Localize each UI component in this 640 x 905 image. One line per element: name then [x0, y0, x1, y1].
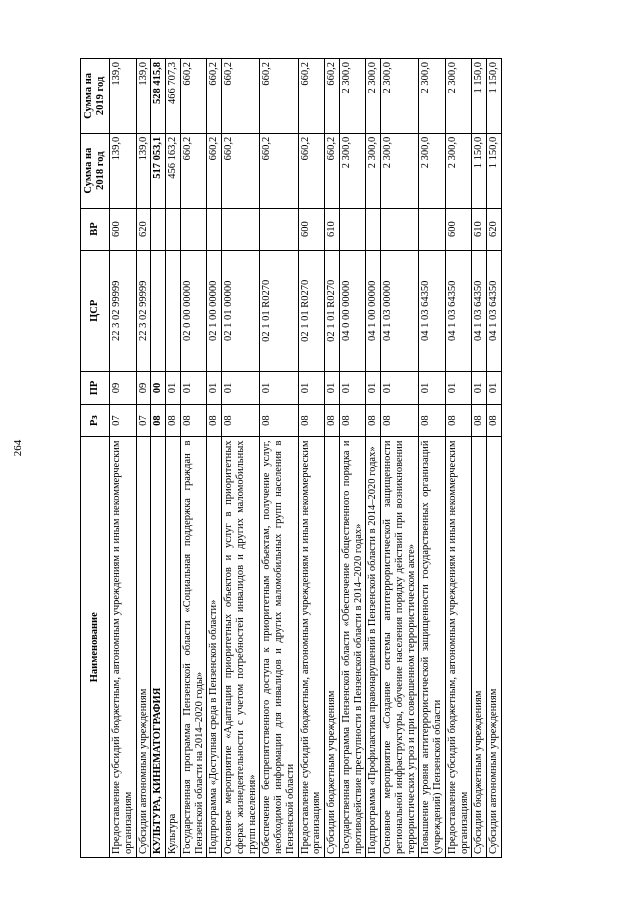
cell-vr	[366, 208, 381, 250]
cell-rz: 08	[260, 404, 298, 437]
cell-pr: 01	[222, 372, 260, 405]
cell-sum-2018: 139,0	[136, 133, 151, 208]
cell-rz: 08	[298, 404, 325, 437]
cell-name: Основное мероприятие «Создание системы антитеррористической защищенности региональной инфраструктуры, обучение населения порядку действий при возникновении террористических угроз и при совершенном террористическом акте»	[381, 437, 419, 858]
cell-sum-2018: 2 300,0	[366, 133, 381, 208]
cell-rz: 08	[207, 404, 222, 437]
cell-rz: 08	[222, 404, 260, 437]
cell-csr: 04 1 03 64350	[419, 250, 446, 371]
table-row	[110, 59, 137, 858]
cell-sum-2018: 456 163,2	[166, 133, 181, 208]
cell-name: Предоставление субсидий бюджетным, автономным учреждениям и иным некоммерческим организациям	[110, 437, 137, 858]
cell-sum-2019: 660,2	[180, 59, 207, 134]
header-rz: Рз	[81, 404, 110, 437]
cell-sum-2019: 2 300,0	[366, 59, 381, 134]
table-row	[136, 59, 151, 858]
cell-rz: 08	[472, 404, 487, 437]
cell-sum-2018: 660,2	[180, 133, 207, 208]
cell-name: КУЛЬТУРА, КИНЕМАТОГРАФИЯ	[151, 437, 166, 858]
cell-pr: 01	[180, 372, 207, 405]
table-row	[487, 59, 502, 858]
header-name: Наименование	[81, 437, 110, 858]
table-row	[419, 59, 446, 858]
cell-csr: 22 3 02 99999	[110, 250, 137, 371]
cell-sum-2019: 2 300,0	[419, 59, 446, 134]
cell-sum-2019: 139,0	[110, 59, 137, 134]
cell-rz: 08	[487, 404, 502, 437]
cell-csr: 02 1 01 R0270	[325, 250, 340, 371]
cell-name: Государственная программа Пензенской области «Социальная поддержка граждан в Пензенской области на 2014–2020 годы»	[180, 437, 207, 858]
table-row	[180, 59, 207, 858]
cell-sum-2018: 1 150,0	[472, 133, 487, 208]
cell-vr	[381, 208, 419, 250]
cell-pr: 01	[487, 372, 502, 405]
table-row	[207, 59, 222, 858]
cell-vr	[151, 208, 166, 250]
cell-sum-2018: 2 300,0	[339, 133, 366, 208]
cell-csr: 02 0 00 00000	[180, 250, 207, 371]
cell-csr: 04 1 03 64350	[472, 250, 487, 371]
header-sum-2018: Сумма на 2018 год	[81, 133, 110, 208]
cell-pr: 09	[136, 372, 151, 405]
cell-csr	[166, 250, 181, 371]
cell-sum-2019: 2 300,0	[339, 59, 366, 134]
cell-csr	[151, 250, 166, 371]
cell-pr: 01	[325, 372, 340, 405]
cell-sum-2018: 2 300,0	[419, 133, 446, 208]
table-row	[298, 59, 325, 858]
cell-csr: 02 1 01 R0270	[298, 250, 325, 371]
cell-vr: 620	[136, 208, 151, 250]
rotated-page-content	[80, 58, 580, 858]
cell-csr: 04 0 00 00000	[339, 250, 366, 371]
cell-rz: 08	[366, 404, 381, 437]
cell-pr: 01	[260, 372, 298, 405]
cell-sum-2018: 660,2	[222, 133, 260, 208]
cell-name: Основное мероприятие «Адаптация приоритетных объектов и услуг в приоритетных сферах жизнедеятельности с учетом потребностей инвалидов и других маломобильных групп населения»	[222, 437, 260, 858]
cell-sum-2019: 660,2	[207, 59, 222, 134]
cell-pr: 01	[298, 372, 325, 405]
cell-csr: 02 1 01 00000	[222, 250, 260, 371]
cell-pr: 09	[110, 372, 137, 405]
cell-sum-2019: 1 150,0	[487, 59, 502, 134]
table-row	[151, 59, 166, 858]
cell-csr: 04 1 03 64350	[445, 250, 472, 371]
table-row	[472, 59, 487, 858]
cell-vr	[260, 208, 298, 250]
header-csr: ЦСР	[81, 250, 110, 371]
cell-rz: 07	[110, 404, 137, 437]
cell-vr: 610	[325, 208, 340, 250]
cell-csr: 04 1 00 00000	[366, 250, 381, 371]
table-header-row	[81, 59, 110, 858]
table-row	[366, 59, 381, 858]
cell-sum-2018: 660,2	[260, 133, 298, 208]
cell-pr: 01	[366, 372, 381, 405]
cell-csr: 04 1 03 64350	[487, 250, 502, 371]
cell-sum-2018: 660,2	[298, 133, 325, 208]
cell-sum-2019: 2 300,0	[381, 59, 419, 134]
cell-name: Государственная программа Пензенской области «Обеспечение общественного порядка и противодействие преступности в Пензенской области в 2014–2020 годах»	[339, 437, 366, 858]
table-row	[339, 59, 366, 858]
cell-sum-2019: 660,2	[325, 59, 340, 134]
cell-name: Предоставление субсидий бюджетным, автономным учреждениям и иным некоммерческим организациям	[298, 437, 325, 858]
cell-pr: 00	[151, 372, 166, 405]
cell-sum-2019: 660,2	[260, 59, 298, 134]
cell-csr: 02 1 01 R0270	[260, 250, 298, 371]
cell-sum-2019: 466 707,3	[166, 59, 181, 134]
cell-vr	[180, 208, 207, 250]
cell-sum-2019: 660,2	[298, 59, 325, 134]
cell-vr: 600	[110, 208, 137, 250]
cell-rz: 08	[151, 404, 166, 437]
cell-name: Подпрограмма «Доступная среда в Пензенской области»	[207, 437, 222, 858]
cell-name: Обеспечение беспрепятственного доступа к приоритетным объектам, получение услуг, необходимой информации для инвалидов и других маломобильных групп населения в Пензенской области	[260, 437, 298, 858]
cell-rz: 07	[136, 404, 151, 437]
header-sum-2019: Сумма на 2019 год	[81, 59, 110, 134]
cell-csr: 02 1 00 00000	[207, 250, 222, 371]
table-row	[325, 59, 340, 858]
header-vr: ВР	[81, 208, 110, 250]
table-row	[222, 59, 260, 858]
cell-sum-2019: 1 150,0	[472, 59, 487, 134]
table-row	[381, 59, 419, 858]
cell-sum-2018: 660,2	[325, 133, 340, 208]
cell-sum-2018: 139,0	[110, 133, 137, 208]
cell-rz: 08	[325, 404, 340, 437]
cell-sum-2019: 528 415,8	[151, 59, 166, 134]
cell-pr: 01	[472, 372, 487, 405]
cell-rz: 08	[180, 404, 207, 437]
cell-rz: 08	[166, 404, 181, 437]
cell-name: Субсидии бюджетным учреждениям	[325, 437, 340, 858]
cell-sum-2018: 660,2	[207, 133, 222, 208]
cell-rz: 08	[339, 404, 366, 437]
cell-vr: 620	[487, 208, 502, 250]
cell-vr	[419, 208, 446, 250]
table-row	[166, 59, 181, 858]
cell-sum-2018: 2 300,0	[445, 133, 472, 208]
cell-sum-2019: 139,0	[136, 59, 151, 134]
cell-csr: 04 1 03 00000	[381, 250, 419, 371]
table-row	[260, 59, 298, 858]
cell-rz: 08	[419, 404, 446, 437]
cell-name: Субсидии автономным учреждениям	[136, 437, 151, 858]
cell-sum-2019: 660,2	[222, 59, 260, 134]
cell-rz: 08	[381, 404, 419, 437]
cell-name: Субсидии бюджетным учреждениям	[472, 437, 487, 858]
cell-pr: 01	[207, 372, 222, 405]
cell-pr: 01	[339, 372, 366, 405]
cell-vr	[166, 208, 181, 250]
cell-name: Подпрограмма «Профилактика правонарушений в Пензенской области в 2014–2020 годах»	[366, 437, 381, 858]
cell-vr	[339, 208, 366, 250]
cell-pr: 01	[419, 372, 446, 405]
cell-pr: 01	[166, 372, 181, 405]
cell-csr: 22 3 02 99999	[136, 250, 151, 371]
cell-vr	[222, 208, 260, 250]
budget-table	[80, 58, 502, 858]
cell-name: Субсидии автономным учреждениям	[487, 437, 502, 858]
cell-vr: 610	[472, 208, 487, 250]
cell-rz: 08	[445, 404, 472, 437]
table-body	[110, 59, 502, 858]
cell-name: Культура	[166, 437, 181, 858]
cell-sum-2018: 517 053,1	[151, 133, 166, 208]
cell-vr	[207, 208, 222, 250]
cell-sum-2018: 2 300,0	[381, 133, 419, 208]
cell-sum-2019: 2 300,0	[445, 59, 472, 134]
cell-name: Повышение уровня антитеррористической защищенности государственных организаций (учреждений) Пензенской области	[419, 437, 446, 858]
cell-pr: 01	[445, 372, 472, 405]
cell-vr: 600	[445, 208, 472, 250]
header-pr: ПР	[81, 372, 110, 405]
cell-vr: 600	[298, 208, 325, 250]
page-number: 264	[12, 439, 24, 457]
cell-sum-2018: 1 150,0	[487, 133, 502, 208]
cell-name: Предоставление субсидий бюджетным, автономным учреждениям и иным некоммерческим организациям	[445, 437, 472, 858]
table-row	[445, 59, 472, 858]
cell-pr: 01	[381, 372, 419, 405]
